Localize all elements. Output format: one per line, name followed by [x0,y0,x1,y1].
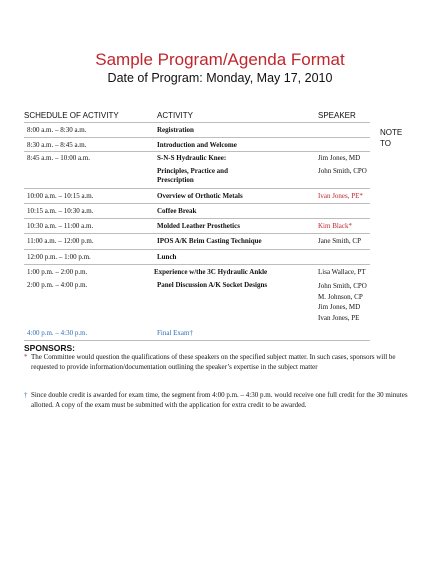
time-slot: 2:00 p.m. – 4:00 p.m. [27,281,88,289]
speaker-name: Ivan Jones, PE* [318,192,363,200]
speaker-list [318,282,367,323]
speaker-name: Jim Jones, MD [318,303,361,311]
program-date: Date of Program: Monday, May 17, 2010 [107,71,333,85]
activity-name: Overview of Orthotic Metals [157,192,243,200]
activity-name: Molded Leather Prosthetics [157,222,240,230]
sponsors-heading: SPONSORS: [24,343,76,353]
footnote-text: Since double credit is awarded for exam time, the segment from 4:00 p.m. – 4:30 p.m. would receive one full credit for the 30 minutes allotted. A copy of the exam must be submitted with the application for extra credit to be awarded. [31,391,408,409]
time-slot: 12:00 p.m. – 1:00 p.m. [27,253,91,261]
activity-line: S-N-S Hydraulic Knee: [157,154,227,162]
footnote-mark: † [24,391,28,399]
speaker-name: John Smith, CPO [318,282,367,290]
time-slot: 4:00 p.m. – 4:30 p.m. [27,329,88,337]
activity-name: Lunch [157,253,177,261]
row-rule [24,249,370,250]
footnote-asterisk [24,353,414,372]
speaker-name: Kim Black* [318,222,353,230]
speaker-list [318,154,367,176]
activity-name: Experience w/the 3C Hydraulic Ankle [154,268,268,276]
header-schedule: SCHEDULE OF ACTIVITY [24,111,119,120]
header-speaker: SPEAKER [318,111,356,120]
page-title: Sample Program/Agenda Format [95,50,345,69]
time-slot: 10:15 a.m. – 10:30 a.m. [27,207,94,215]
row-rule [24,264,370,265]
footnote-mark: * [24,353,28,361]
activity-line: Prescription [157,176,194,184]
header-activity: ACTIVITY [157,111,194,120]
activity-name: IPOS A/K Brim Casting Technique [157,237,262,245]
time-slot: 11:00 a.m. – 12:00 p.m. [27,237,94,245]
activity-name: Coffee Break [157,207,197,215]
activity-name: Introduction and Welcome [157,141,237,149]
footnote-dagger [24,391,414,410]
row-rule [24,151,370,152]
activity-name: Panel Discussion A/K Socket Designs [157,281,268,289]
activity-line: Principles, Practice and [157,166,228,175]
speaker-name: Ivan Jones, PE [318,313,360,322]
row-rule [24,233,370,234]
speaker-name: John Smith, CPO [318,166,367,175]
time-slot: 8:45 a.m. – 10:00 a.m. [27,154,90,162]
note-line-2: TO [380,139,391,148]
note-line-1: NOTE [380,128,403,137]
footnote-text: The Committee would question the qualifications of these speakers on the specified subject matter. In such cases, sponsors will be requested to provide information/documentation outlining the speaker’s expertise in the subject matter [31,353,396,371]
time-slot: 10:30 a.m. – 11:00 a.m. [27,222,94,230]
activity-name: Final Exam† [157,329,193,337]
time-slot: 10:00 a.m. – 10:15 a.m. [27,192,94,200]
time-slot: 1:00 p.m. – 2:00 p.m. [27,268,88,276]
speaker-name: M. Johnson, CP [318,292,363,301]
row-rule [24,218,370,219]
row-rule [24,203,370,204]
speaker-name: Jim Jones, MD [318,154,361,162]
time-slot: 8:00 a.m. – 8:30 a.m. [27,126,87,134]
speaker-name: Jane Smith, CP [318,237,361,245]
header-rule [24,122,370,123]
time-slot: 8:30 a.m. – 8:45 a.m. [27,141,87,149]
row-rule [24,188,370,189]
speaker-name: Lisa Wallace, PT [318,268,366,276]
note-label [380,127,402,149]
activity-name [157,154,228,186]
row-rule [24,340,370,341]
row-rule [24,137,370,138]
activity-name: Registration [157,126,194,134]
